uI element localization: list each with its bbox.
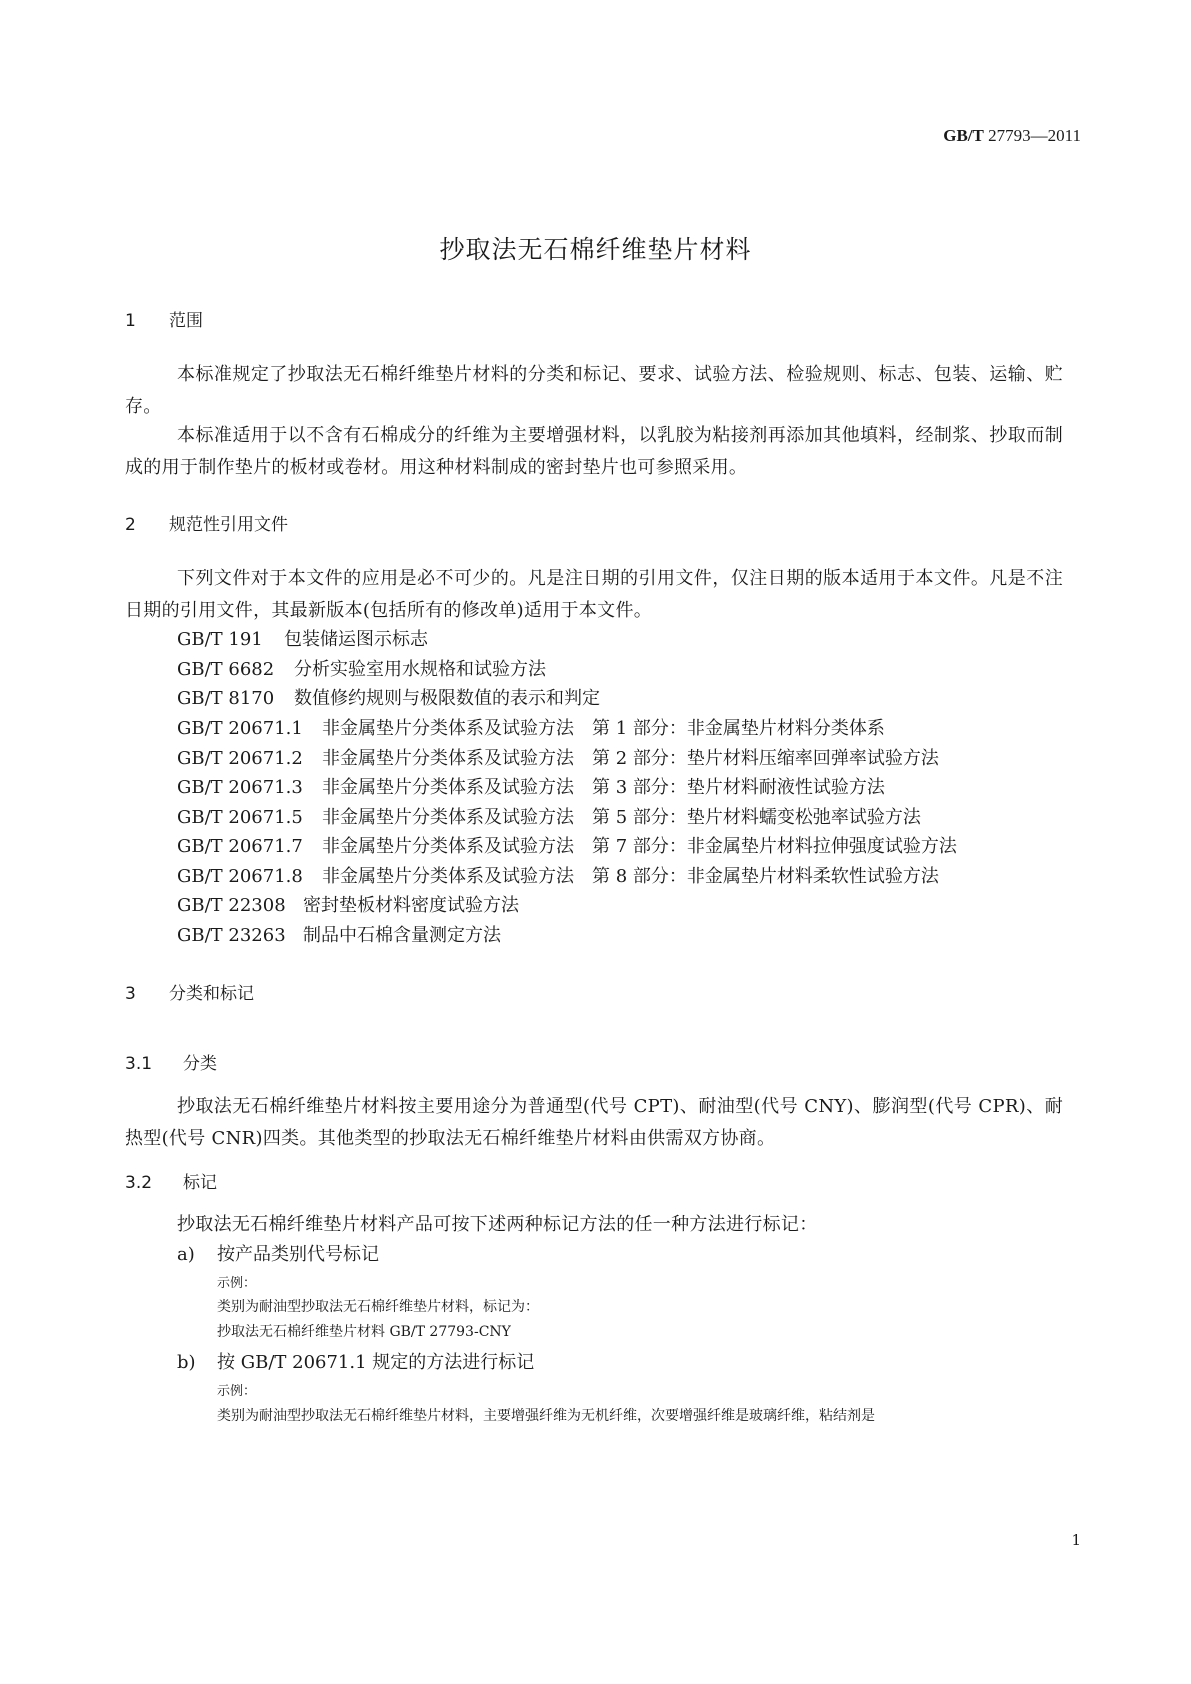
reference-item xyxy=(177,714,885,740)
section-number: 3.1 xyxy=(125,1054,153,1074)
reference-item xyxy=(177,862,939,888)
section-3-1-paragraph: 抄取法无石棉纤维垫片材料按主要用途分为普通型(代号 CPT)、耐油型(代号 CNY)、膨润型(代号 CPR)、耐热型(代号 CNR)四类。其他类型的抄取法无石棉纤维垫片材料由供需双方协商。 xyxy=(125,1096,1063,1149)
reference-title: 非金属垫片分类体系及试验方法 第 7 部分：非金属垫片材料拉伸强度试验方法 xyxy=(322,836,957,857)
reference-title: 制品中石棉含量测定方法 xyxy=(303,925,501,946)
reference-title: 分析实验室用水规格和试验方法 xyxy=(294,659,546,680)
reference-title: 非金属垫片分类体系及试验方法 第 1 部分：非金属垫片材料分类体系 xyxy=(322,718,885,739)
reference-code: GB/T 191 xyxy=(177,629,263,650)
standard-code xyxy=(943,126,1081,146)
section-1-paragraph-2: 本标准适用于以不含有石棉成分的纤维为主要增强材料，以乳胶为粘接剂再添加其他填料，经制浆、抄取而制成的用于制作垫片的板材或卷材。用这种材料制成的密封垫片也可参照采用。 xyxy=(125,425,1063,478)
reference-code: GB/T 20671.1 xyxy=(177,718,303,739)
reference-code: GB/T 6682 xyxy=(177,659,275,680)
reference-item xyxy=(177,655,546,681)
reference-code: GB/T 20671.3 xyxy=(177,777,303,798)
section-1-heading xyxy=(125,306,203,331)
reference-code: GB/T 23263 xyxy=(177,925,286,946)
reference-title: 非金属垫片分类体系及试验方法 第 8 部分：非金属垫片材料柔软性试验方法 xyxy=(322,866,939,887)
section-1-paragraph-1: 本标准规定了抄取法无石棉纤维垫片材料的分类和标记、要求、试验方法、检验规则、标志、包装、运输、贮存。 xyxy=(125,364,1063,417)
section-3-1-heading xyxy=(125,1049,217,1074)
reference-code: GB/T 20671.8 xyxy=(177,866,303,887)
list-label: a) xyxy=(177,1244,195,1265)
section-title: 分类和标记 xyxy=(169,984,254,1004)
reference-title: 包装储运图示标志 xyxy=(284,629,428,650)
reference-item xyxy=(177,625,428,651)
example-line: 类别为耐油型抄取法无石棉纤维垫片材料，标记为： xyxy=(217,1299,539,1315)
section-number: 1 xyxy=(125,311,136,331)
reference-code: GB/T 20671.7 xyxy=(177,836,303,857)
example-heading: 示例： xyxy=(217,1276,257,1291)
section-title: 范围 xyxy=(169,311,203,331)
standard-prefix: GB/T xyxy=(943,126,984,145)
section-3-2-heading xyxy=(125,1168,217,1193)
section-number: 3.2 xyxy=(125,1173,153,1193)
section-number: 3 xyxy=(125,984,136,1004)
list-text: 按 GB/T 20671.1 规定的方法进行标记 xyxy=(217,1352,535,1373)
reference-title: 密封垫板材料密度试验方法 xyxy=(303,895,519,916)
reference-item xyxy=(177,773,885,799)
reference-item xyxy=(177,744,939,770)
section-title: 规范性引用文件 xyxy=(169,515,288,535)
list-item-a xyxy=(177,1240,379,1266)
section-title: 标记 xyxy=(183,1173,217,1193)
standard-number: 27793—2011 xyxy=(988,126,1081,145)
reference-item xyxy=(177,684,600,710)
reference-code: GB/T 8170 xyxy=(177,688,275,709)
section-2-paragraph-1: 下列文件对于本文件的应用是必不可少的。凡是注日期的引用文件，仅注日期的版本适用于本文件。凡是不注日期的引用文件，其最新版本(包括所有的修改单)适用于本文件。 xyxy=(125,568,1063,621)
example-line: 抄取法无石棉纤维垫片材料 GB/T 27793-CNY xyxy=(217,1324,511,1340)
section-2-heading xyxy=(125,510,288,535)
list-item-b xyxy=(177,1348,534,1374)
reference-code: GB/T 20671.2 xyxy=(177,748,303,769)
reference-title: 非金属垫片分类体系及试验方法 第 3 部分：垫片材料耐液性试验方法 xyxy=(322,777,885,798)
section-number: 2 xyxy=(125,515,136,535)
reference-title: 非金属垫片分类体系及试验方法 第 2 部分：垫片材料压缩率回弹率试验方法 xyxy=(322,748,939,769)
reference-item xyxy=(177,891,519,917)
reference-code: GB/T 20671.5 xyxy=(177,807,303,828)
list-label: b) xyxy=(177,1352,196,1373)
list-text: 按产品类别代号标记 xyxy=(217,1244,379,1265)
page-number: 1 xyxy=(1071,1531,1081,1549)
example-heading: 示例： xyxy=(217,1384,257,1399)
reference-title: 非金属垫片分类体系及试验方法 第 5 部分：垫片材料蠕变松弛率试验方法 xyxy=(322,807,921,828)
document-title: 抄取法无石棉纤维垫片材料 xyxy=(439,235,752,264)
reference-title: 数值修约规则与极限数值的表示和判定 xyxy=(294,688,600,709)
section-3-2-paragraph: 抄取法无石棉纤维垫片材料产品可按下述两种标记方法的任一种方法进行标记： xyxy=(177,1214,818,1235)
reference-item xyxy=(177,921,501,947)
example-line: 类别为耐油型抄取法无石棉纤维垫片材料，主要增强纤维为无机纤维，次要增强纤维是玻璃纤维，粘结剂是 xyxy=(217,1408,875,1424)
section-3-heading xyxy=(125,979,254,1004)
reference-code: GB/T 22308 xyxy=(177,895,286,916)
reference-item xyxy=(177,832,957,858)
reference-item xyxy=(177,803,921,829)
section-title: 分类 xyxy=(183,1054,217,1074)
